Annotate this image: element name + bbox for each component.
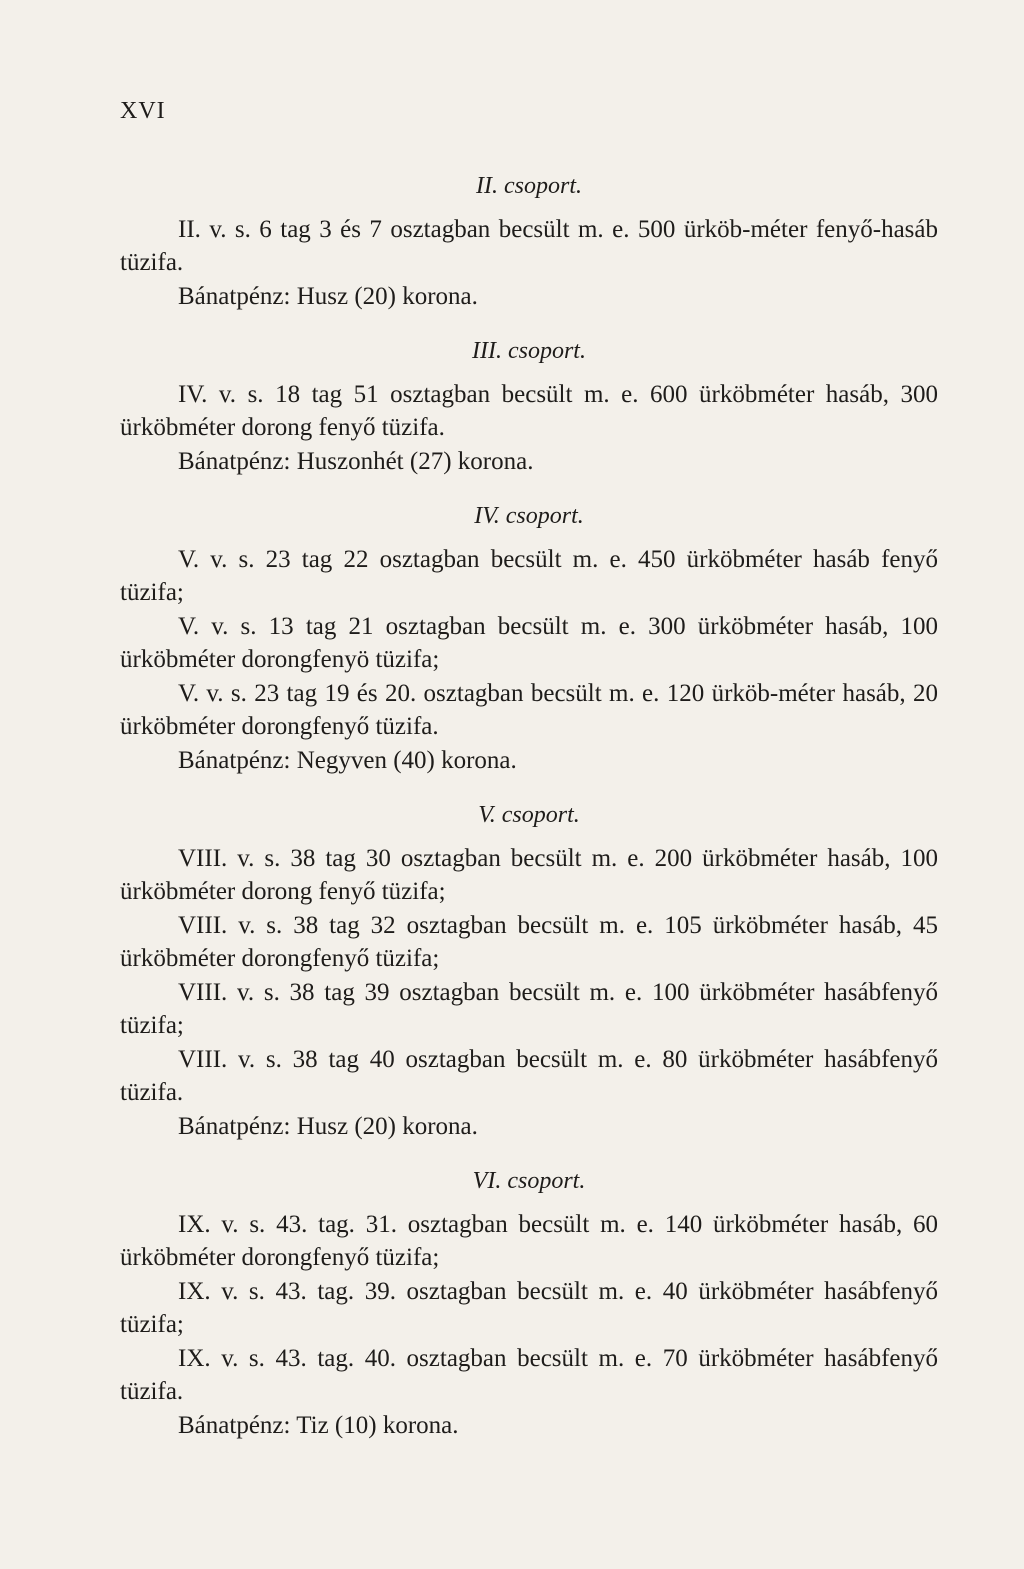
lot-item: VIII. v. s. 38 tag 32 osztagban becsült m. e. 105 ürköbméter hasáb, 45 ürköbméter dorongfenyő tüzifa;: [120, 912, 938, 972]
group-heading: III. csoport.: [472, 338, 586, 364]
bid-bond: Bánatpénz: Tiz (10) korona.: [178, 1412, 459, 1439]
lot-item: VIII. v. s. 38 tag 39 osztagban becsült m. e. 100 ürköbméter hasábfenyő tüzifa;: [120, 979, 938, 1039]
lot-item: V. v. s. 23 tag 19 és 20. osztagban becsült m. e. 120 ürköb-méter hasáb, 20 ürköbméter dorongfenyő tüzifa.: [120, 680, 938, 740]
group-heading: II. csoport.: [476, 173, 582, 199]
bid-bond: Bánatpénz: Negyven (40) korona.: [178, 747, 517, 774]
lot-item: VIII. v. s. 38 tag 30 osztagban becsült m. e. 200 ürköbméter hasáb, 100 ürköbméter dorong fenyő tüzifa;: [120, 845, 938, 905]
group-6: [120, 1165, 938, 1442]
lot-item: V. v. s. 13 tag 21 osztagban becsült m. e. 300 ürköbméter hasáb, 100 ürköbméter dorongfenyö tüzifa;: [120, 613, 938, 673]
lot-item: II. v. s. 6 tag 3 és 7 osztagban becsült m. e. 500 ürköb-méter fenyő-hasáb tüzifa.: [120, 216, 938, 276]
group-5: [120, 799, 938, 1143]
bid-bond: Bánatpénz: Husz (20) korona.: [178, 1113, 478, 1140]
lot-item: IX. v. s. 43. tag. 39. osztagban becsült m. e. 40 ürköbméter hasábfenyő tüzifa;: [120, 1278, 938, 1338]
group-3: [120, 335, 938, 478]
lot-item: IX. v. s. 43. tag. 40. osztagban becsült m. e. 70 ürköbméter hasábfenyő tüzifa.: [120, 1345, 938, 1405]
group-2: [120, 170, 938, 313]
page-body: [120, 170, 938, 1442]
lot-item: V. v. s. 23 tag 22 osztagban becsült m. e. 450 ürköbméter hasáb fenyő tüzifa;: [120, 546, 938, 606]
group-heading: IV. csoport.: [474, 503, 584, 529]
group-4: [120, 500, 938, 777]
bid-bond: Bánatpénz: Husz (20) korona.: [178, 283, 478, 310]
group-heading: V. csoport.: [478, 802, 580, 828]
lot-item: VIII. v. s. 38 tag 40 osztagban becsült m. e. 80 ürköbméter hasábfenyő tüzifa.: [120, 1046, 938, 1106]
bid-bond: Bánatpénz: Huszonhét (27) korona.: [178, 448, 534, 475]
group-heading: VI. csoport.: [472, 1168, 586, 1194]
page-number: XVI: [120, 98, 166, 124]
lot-item: IV. v. s. 18 tag 51 osztagban becsült m. e. 600 ürköbméter hasáb, 300 ürköbméter dorong fenyő tüzifa.: [120, 381, 938, 441]
lot-item: IX. v. s. 43. tag. 31. osztagban becsült m. e. 140 ürköbméter hasáb, 60 ürköbméter dorongfenyő tüzifa;: [120, 1211, 938, 1271]
